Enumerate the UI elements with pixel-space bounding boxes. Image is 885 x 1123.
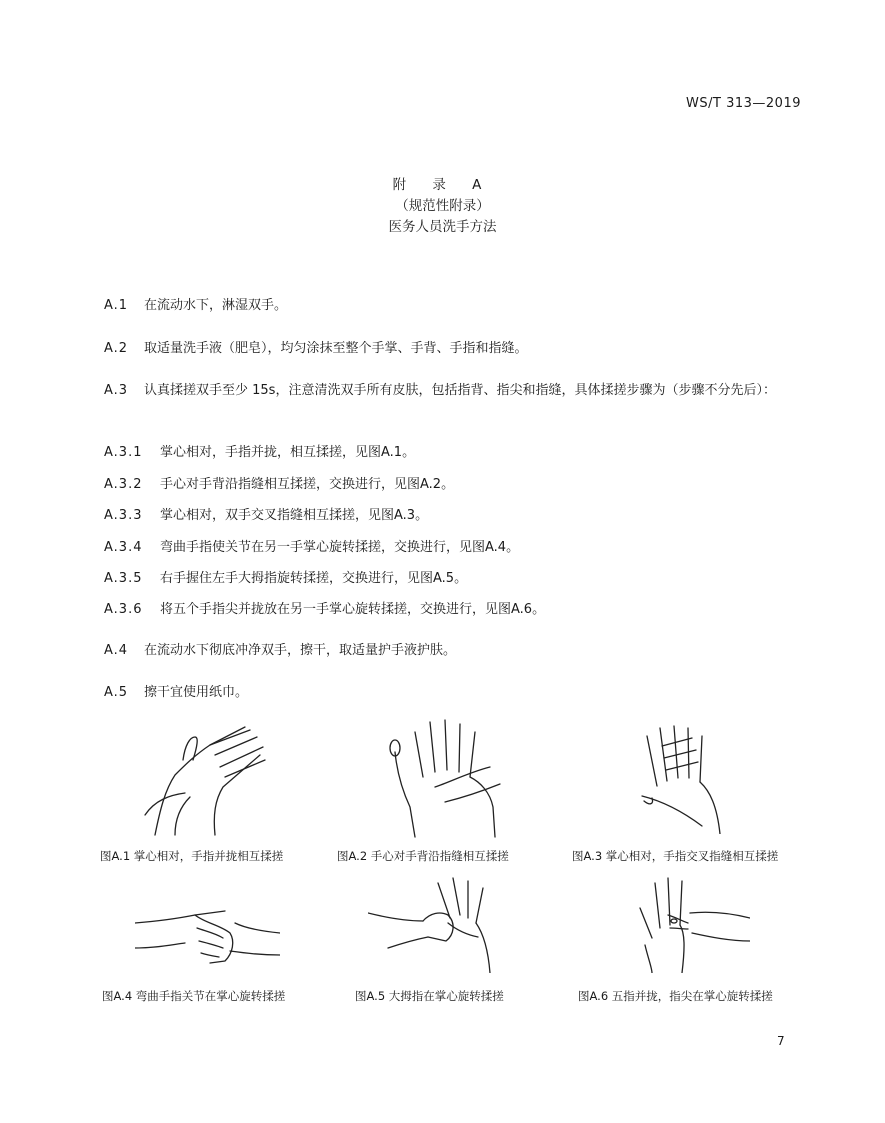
clause-number: A.3.6	[104, 602, 143, 617]
figure-a3-illustration	[632, 716, 742, 834]
clause-a3-1	[104, 443, 794, 462]
hands-palm-over-dorsum-icon	[375, 712, 515, 840]
clause-a3-5	[104, 569, 794, 588]
figure-a2-illustration	[375, 712, 515, 840]
clause-number: A.3.5	[104, 571, 143, 586]
figure-a5-caption: 图A.5 大拇指在掌心旋转揉搓	[355, 989, 504, 1003]
figure-a4-illustration	[135, 893, 280, 973]
figure-a1-illustration	[115, 715, 285, 840]
clause-text: 在流动水下，淋湿双手。	[144, 298, 288, 313]
clause-text: 弯曲手指使关节在另一手掌心旋转揉搓，交换进行，见图A.4。	[160, 540, 520, 555]
clause-number: A.3.1	[104, 445, 143, 460]
page-number: 7	[777, 1034, 785, 1048]
standard-code: WS/T 313—2019	[686, 96, 801, 111]
clause-text: 右手握住左手大拇指旋转揉搓，交换进行，见图A.5。	[160, 571, 468, 586]
clause-text: 在流动水下彻底冲净双手，擦干，取适量护手液护肤。	[144, 643, 457, 658]
clause-number: A.3.2	[104, 477, 143, 492]
clause-a3-6	[104, 600, 794, 619]
appendix-title-block	[0, 175, 885, 238]
hands-thumb-rotation-icon	[368, 873, 518, 973]
clause-a5	[104, 683, 794, 702]
clause-a3-2	[104, 475, 794, 494]
clause-a3-4	[104, 538, 794, 557]
clause-a1	[104, 296, 794, 315]
appendix-type: （规范性附录）	[395, 198, 490, 214]
hands-fingers-interlaced-icon	[632, 716, 742, 834]
clause-text: 手心对手背沿指缝相互揉搓，交换进行，见图A.2。	[160, 477, 455, 492]
clause-text: 认真揉搓双手至少 15s，注意清洗双手所有皮肤，包括指背、指尖和指缝，具体揉搓步骤为（步骤不分先后）：	[144, 383, 776, 398]
clause-text: 擦干宜使用纸巾。	[144, 685, 249, 700]
hands-knuckles-in-palm-icon	[135, 893, 280, 973]
figure-a5-illustration	[368, 873, 518, 973]
clause-number: A.4	[104, 643, 129, 658]
figure-a1-caption: 图A.1 掌心相对，手指并拢相互揉搓	[100, 849, 284, 863]
clause-a3	[104, 380, 794, 402]
hands-fingertips-in-palm-icon	[630, 873, 750, 973]
appendix-label: 附 录 A	[392, 177, 493, 193]
clause-number: A.3.4	[104, 540, 143, 555]
clause-number: A.5	[104, 685, 129, 700]
clause-number: A.1	[104, 298, 129, 313]
figure-a4-caption: 图A.4 弯曲手指关节在掌心旋转揉搓	[102, 989, 286, 1003]
clause-number: A.2	[104, 341, 129, 356]
clause-number: A.3.3	[104, 508, 143, 523]
clause-a4	[104, 641, 794, 660]
figure-a6-illustration	[630, 873, 750, 973]
clause-a2	[104, 339, 794, 358]
clause-text: 取适量洗手液（肥皂），均匀涂抹至整个手掌、手背、手指和指缝。	[144, 341, 528, 356]
clause-number: A.3	[104, 383, 129, 398]
appendix-name: 医务人员洗手方法	[388, 219, 497, 235]
figure-a6-caption: 图A.6 五指并拢，指尖在掌心旋转揉搓	[578, 989, 773, 1003]
clause-text: 掌心相对，手指并拢，相互揉搓，见图A.1。	[160, 445, 416, 460]
figure-a3-caption: 图A.3 掌心相对，手指交叉指缝相互揉搓	[572, 849, 779, 863]
clause-a3-3	[104, 506, 794, 525]
clause-text: 掌心相对，双手交叉指缝相互揉搓，见图A.3。	[160, 508, 429, 523]
hands-palm-to-palm-icon	[115, 715, 285, 840]
clause-text: 将五个手指尖并拢放在另一手掌心旋转揉搓，交换进行，见图A.6。	[160, 602, 546, 617]
figure-a2-caption: 图A.2 手心对手背沿指缝相互揉搓	[337, 849, 509, 863]
